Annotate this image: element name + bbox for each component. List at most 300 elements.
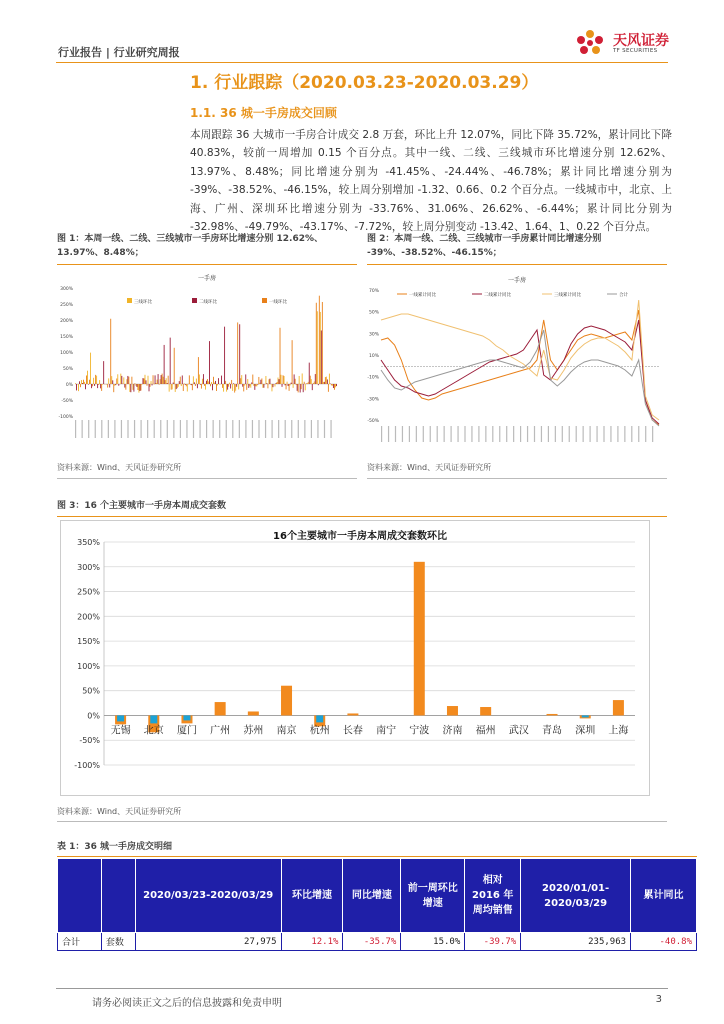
fig2-x-tick [590,426,591,442]
fig1-x-tick [82,420,83,438]
fig3-x-label: 苏州 [243,725,264,737]
fig1-bar [179,381,180,384]
fig1-bar [309,363,310,384]
fig1-bar [89,380,90,384]
fig1-bar [278,378,279,384]
header-divider [56,62,668,63]
fig1-bar [192,384,193,390]
fig1-bar [232,384,233,391]
fig1-x-tick [278,420,279,438]
fig1-bar [200,384,201,385]
fig1-bar [172,384,173,389]
fig1-bar [108,378,109,384]
subsection-heading: 1.1. 36 城一手房成交回顾 [190,106,337,120]
fig1-bar [147,384,148,386]
fig1-bar [289,384,290,391]
fig2-x-tick [645,426,646,442]
fig1-bar [229,383,230,384]
fig1-bar [313,383,314,384]
fig3-y-tick-label: -50% [79,736,100,746]
fig1-x-tick [291,420,292,438]
fig1-bar [295,379,296,384]
fig1-bar [126,379,127,384]
fig1-bar [234,384,235,393]
fig1-bar [141,384,142,391]
figure3-source: 资料来源：Wind、天风证券研究所 [57,807,182,816]
cell-ytd-volume: 235,963 [521,933,631,951]
fig1-bar [129,384,130,392]
fig1-bar [186,384,187,386]
fig3-bar [117,715,124,721]
fig1-bar [176,384,177,389]
fig1-bar [239,324,240,384]
fig2-x-tick [451,426,452,442]
fig1-bar [133,384,134,392]
fig1-bar [167,383,168,384]
fig3-y-tick-label: 0% [87,711,100,721]
cell-vs-2016: -39.7% [465,933,521,951]
fig1-bar [124,384,125,388]
fig1-bar [217,384,218,385]
fig1-bar [263,384,264,388]
fig3-x-label: 福州 [475,725,496,737]
fig1-bar [162,374,163,384]
fig3-x-label: 长春 [342,725,363,737]
fig3-x-label: 济南 [442,725,463,737]
fig2-x-tick [527,426,528,442]
fig1-x-tick [186,420,187,438]
fig1-bar [84,382,85,384]
fig1-bar [90,353,91,384]
fig1-bar [241,375,242,384]
fig1-bar [279,379,280,384]
fig1-bar [290,384,291,385]
fig1-x-tick [180,420,181,438]
fig2-y-tick-label: -30% [367,397,379,403]
fig1-bar [144,378,145,384]
fig2-x-tick [631,426,632,442]
fig1-bar [297,384,298,391]
fig1-bar [252,375,253,384]
fig1-bar [286,384,287,389]
figure1-title: 图 1：本周一线、二线、三线城市一手房环比增速分别 12.62%、13.97%、8.48%； [57,234,324,258]
fig1-x-tick [193,420,194,438]
fig1-bar [254,384,255,390]
fig1-bar [231,380,232,384]
fig1-bar [79,381,80,384]
figure1-bottom-line [57,478,357,479]
fig2-x-tick [520,426,521,442]
fig1-bar [118,384,119,386]
fig1-bar [255,384,256,386]
fig2-x-tick [444,426,445,442]
fig1-bar [275,384,276,386]
fig3-y-tick-label: 300% [77,562,100,572]
fig1-bar [197,384,198,388]
fig1-x-tick [298,420,299,438]
fig1-bar [302,373,303,384]
fig1-bar [292,340,293,384]
fig1-bar [230,384,231,389]
fig1-bar [189,375,190,384]
figure3-title: 图 3：16 个主要城市一手房本周成交套数 [57,501,227,511]
fig1-bar [294,374,295,384]
fig1-x-tick [226,420,227,438]
cell-prev-wow: 15.0% [401,933,465,951]
fig1-bar [185,384,186,385]
fig1-bar [143,378,144,384]
fig1-bar [103,361,104,384]
fig1-x-tick [160,420,161,438]
report-type: 行业报告 | 行业研究周报 [58,46,180,59]
fig1-y-tick-label: -100% [58,415,73,420]
fig1-bar [161,375,162,384]
fig1-bar [215,381,216,384]
fig1-bar [225,381,226,384]
fig3-bar [215,702,226,715]
fig3-y-tick-label: 200% [77,612,100,622]
table-header-row [58,859,697,933]
fig1-bar [154,384,155,385]
fig1-bar [114,384,115,386]
fig1-bar [304,382,305,384]
fig3-bar [183,715,190,720]
fig1-bar [178,384,179,387]
fig1-bar [223,384,224,392]
fig1-bar [182,375,183,384]
fig2-y-tick-label: -10% [367,375,379,381]
fig1-bar [314,381,315,384]
fig2-x-tick [437,426,438,442]
fig1-bar [102,384,103,385]
fig1-bar [204,384,205,386]
fig1-bar [171,384,172,390]
fig1-bar [87,371,88,384]
fig1-bar [174,348,175,384]
fig1-chart-title: 一手房 [197,275,217,282]
fig1-bar [268,379,269,384]
fig1-bar [158,374,159,384]
fig1-bar [299,376,300,384]
figure3-chart [60,520,650,796]
fig1-bar [324,382,325,384]
fig1-bar [260,380,261,384]
logo-en-text: TF SECURITIES [613,48,658,54]
fig3-bar [613,700,624,715]
figure1-source: 资料来源：Wind、天风证券研究所 [57,463,182,472]
fig1-bar [228,384,229,387]
fig1-bar [184,383,185,384]
fig1-bar [149,384,150,391]
fig1-bar [187,384,188,391]
fig2-chart-title: 一手房 [507,277,527,284]
fig2-x-tick [652,426,653,442]
fig1-bar [336,384,337,386]
fig1-bar [142,384,143,385]
fig1-bar [152,384,153,385]
fig1-bar [110,319,111,384]
fig1-bar [283,375,284,384]
fig2-y-tick-label: 30% [368,332,379,338]
fig1-bar [194,382,195,384]
fig1-legend-swatch [192,298,197,303]
th-prev-wow: 前一周环比增速 [401,859,465,933]
fig1-bar [266,383,267,384]
fig1-bar [222,384,223,388]
cell-unit: 套数 [101,933,135,951]
fig1-legend-swatch [262,298,267,303]
fig1-x-tick [88,420,89,438]
fig1-bar [127,376,128,384]
fig1-bar [135,384,136,386]
fig1-x-tick [173,420,174,438]
tf-logo-icon [570,26,610,60]
fig1-x-tick [232,420,233,438]
fig1-bar [156,383,157,384]
fig1-bar [97,384,98,388]
section-heading: 1. 行业跟踪（2020.03.23-2020.03.29） [190,73,539,93]
fig1-y-tick-label: 200% [60,319,73,324]
fig1-bar [320,312,321,384]
cell-ytd-yoy: -40.8% [631,933,697,951]
fig1-bar [334,384,335,390]
fig1-bar [170,338,171,384]
fig1-x-tick [134,420,135,438]
fig1-bar [94,384,95,386]
fig1-bar [100,384,101,388]
fig3-bar [447,706,458,715]
fig1-bar [211,382,212,384]
cell-wow: 12.1% [281,933,343,951]
fig2-x-tick [402,426,403,442]
fig1-legend-label: 三线环比 [134,300,152,305]
fig3-bar [414,562,425,716]
fig1-bar [303,384,304,392]
fig1-bar [300,384,301,392]
fig2-x-tick [617,426,618,442]
fig1-bar [251,382,252,384]
fig2-x-tick [624,426,625,442]
fig1-bar [284,376,285,384]
fig1-bar [76,384,77,390]
fig1-bar [209,341,210,384]
figure2-bottom-line [367,478,667,479]
fig1-y-tick-label: 100% [60,351,73,356]
fig1-y-tick-label: -50% [61,399,73,404]
fig1-bar [310,376,311,384]
fig1-bar [214,383,215,384]
cell-yoy: -35.7% [343,933,401,951]
fig1-bar [160,379,161,384]
fig1-bar [325,377,326,384]
summary-paragraph: 本周跟踪 36 大城市一手房合计成交 2.8 万套，环比上升 12.07%，同比下降 35.72%，累计同比下降 40.83%，较前一周增加 0.15 个百分点。其中一线、二线、三线城市环比增速分别 12.62%、13.97%、8.48%；同比增速分别为 -41.45%、-24.44%、-46.78%；累计同比增速分别为 -39%、-38.52%、-46.15%，较上周分别增加 -1.32、0.66、0.2 个百分点。一线城市中，北京、上海、广州、深圳环比增速分别为 -33.76%、31.06%、26.62%、-6.44%；累计同比分别为 -32.98%、-49.79%、-43.17%、-7.72%，较上周分别变动 -13.42、1.64、1、0.22 个百分点。 [190,129,672,234]
logo-text: 天风证券 [613,33,669,49]
fig1-bar [95,375,96,384]
fig2-y-tick-label: 70% [368,289,379,294]
fig1-x-tick [304,420,305,438]
fig1-bar [181,384,182,386]
table-divider [57,856,697,857]
fig1-bar [258,377,259,384]
fig1-bar [257,384,258,385]
fig1-bar [240,378,241,384]
fig1-bar [190,384,191,385]
fig1-bar [96,376,97,384]
fig1-bar [153,375,154,384]
fig1-bar [323,382,324,384]
fig1-bar [247,379,248,384]
fig1-x-tick [258,420,259,438]
fig3-bar [480,707,491,715]
fig1-bar [262,384,263,388]
fig1-bar [183,384,184,391]
fig2-x-tick [506,426,507,442]
fig1-bar [92,384,93,386]
fig2-legend-label: 二线累计同比 [484,293,511,298]
fig3-y-tick-label: 50% [82,686,100,696]
fig1-x-tick [330,420,331,438]
fig2-legend-label: 一线累计同比 [409,293,436,298]
fig1-bar [116,378,117,384]
fig3-y-tick-label: -100% [74,761,100,770]
fig2-x-tick [478,426,479,442]
fig2-x-tick [395,426,396,442]
fig1-bar [311,379,312,384]
fig1-bar [224,327,225,384]
fig1-bar [117,374,118,384]
fig2-x-tick [485,426,486,442]
fig1-bar [307,383,308,384]
fig1-x-tick [311,420,312,438]
fig3-x-label: 杭州 [309,725,330,737]
fig1-bar [78,384,79,391]
fig1-bar [112,380,113,384]
fig1-x-tick [285,420,286,438]
fig1-bar [298,384,299,392]
fig1-bar [191,384,192,385]
fig1-bar [155,375,156,384]
fig1-bar [265,376,266,384]
figure2-divider [367,264,667,265]
fig1-bar [329,374,330,384]
fig1-bar [173,383,174,384]
fig2-x-tick [610,426,611,442]
fig3-x-label: 广州 [210,725,231,737]
fig1-bar [321,330,322,384]
fig1-bar [198,357,199,384]
fig1-y-tick-label: 50% [62,367,73,372]
fig1-bar [109,384,110,387]
fig1-bar [249,384,250,386]
fig1-bar [318,384,319,385]
figure2-title: 图 2：本周一线、二线、三线城市一手房累计同比增速分别 -39%、-38.52%、-46.15%； [367,234,602,258]
fig1-bar [207,379,208,384]
fig1-x-tick [206,420,207,438]
fig1-bar [125,384,126,390]
fig1-legend-swatch [127,298,132,303]
fig2-x-tick [638,426,639,442]
fig1-bar [244,384,245,386]
fig1-bar [331,384,332,385]
fig1-bar [168,376,169,384]
fig1-bar [296,384,297,385]
fig1-bar [208,381,209,384]
fig1-bar [139,384,140,391]
fig3-bar [248,711,259,715]
fig3-bar [150,715,157,723]
fig1-legend-label: 二线环比 [199,300,217,305]
fig1-bar [175,384,176,392]
figure1-divider [57,264,357,265]
fig1-bar [169,384,170,392]
fig1-bar [210,384,211,386]
fig1-bar [88,384,89,385]
fig1-bar [269,379,270,384]
th-vs-2016: 相对 2016 年周均销售 [465,859,521,933]
fig1-bar [227,384,228,390]
fig1-bar [282,384,283,387]
fig1-bar [159,384,160,385]
fig1-bar [212,384,213,390]
transactions-table [57,858,697,951]
fig2-y-tick-label: 10% [368,354,379,359]
fig2-x-tick [583,426,584,442]
fig1-x-tick [154,420,155,438]
th-wow: 环比增速 [281,859,343,933]
figure3-bottom-line [57,821,667,822]
fig3-x-label: 宁波 [409,725,430,737]
fig1-bar [218,378,219,384]
fig1-y-tick-label: 300% [60,287,73,292]
fig1-legend-label: 一线环比 [269,300,287,305]
fig1-bar [180,377,181,384]
fig1-bar [196,379,197,384]
fig1-bar [243,384,244,391]
fig1-bar [261,378,262,384]
fig1-bar [75,383,76,384]
fig1-bar [235,384,236,391]
fig1-x-tick [95,420,96,438]
fig1-x-tick [213,420,214,438]
fig1-bar [91,384,92,388]
fig2-x-tick [423,426,424,442]
fig1-bar [150,384,151,387]
fig2-x-tick [416,426,417,442]
th-ytd-period: 2020/01/01-2020/03/29 [521,859,631,933]
figure3-divider [57,516,667,517]
fig1-bar [195,384,196,386]
fig2-x-tick [499,426,500,442]
fig1-bar [123,377,124,384]
fig1-bar [121,376,122,384]
fig1-y-tick-label: 250% [60,303,73,308]
fig1-bar [164,345,165,384]
figure2-source: 资料来源：Wind、天风证券研究所 [367,463,492,472]
fig1-bar [272,384,273,391]
fig1-x-tick [252,420,253,438]
fig1-bar [85,384,86,389]
fig1-bar [333,384,334,388]
fig1-bar [99,380,100,384]
footer-divider [56,988,668,989]
disclaimer-text: 请务必阅读正文之后的信息披露和免责申明 [92,998,282,1009]
fig1-bar [326,377,327,384]
fig2-x-tick [569,426,570,442]
fig3-bar [316,715,323,722]
fig1-x-tick [141,420,142,438]
fig2-x-tick [430,426,431,442]
fig3-x-label: 北京 [143,725,164,737]
